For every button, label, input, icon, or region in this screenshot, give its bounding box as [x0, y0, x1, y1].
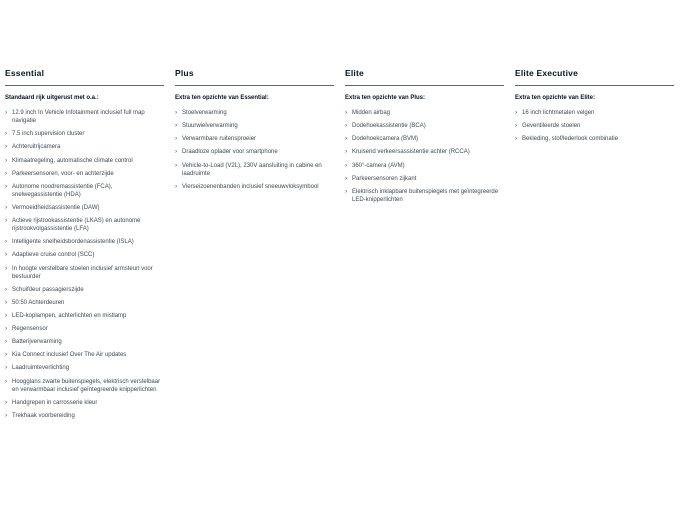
- feature-item: [345, 122, 504, 130]
- feature-item-label: Autonome noodremassistentie (FCA), snelwegassistentie (HDA): [12, 183, 113, 198]
- feature-item-label: 50:50 Achterdeuren: [12, 299, 65, 306]
- feature-item-label: 16 inch lichtmetalen velgen: [522, 110, 595, 117]
- chevron-right-icon: ›: [345, 135, 348, 143]
- feature-item-label: Adaptieve cruise control (SCC): [12, 252, 95, 259]
- feature-list: [345, 109, 504, 204]
- feature-item: [5, 351, 164, 359]
- feature-item-label: Elektrisch inklapbare buitenspiegels met geïntegreerde LED-knipperlichten: [352, 188, 499, 203]
- feature-item-label: Achteruitrijcamera: [12, 144, 61, 151]
- feature-item-label: Kia Connect inclusief Over The Air updates: [12, 352, 127, 359]
- feature-item-label: Trekhaak voorbereiding: [12, 412, 75, 419]
- chevron-right-icon: ›: [175, 122, 178, 130]
- chevron-right-icon: ›: [5, 169, 8, 177]
- feature-item: [5, 170, 164, 178]
- feature-list: [5, 109, 164, 420]
- chevron-right-icon: ›: [5, 251, 8, 259]
- feature-item-label: Batterijverwarming: [12, 339, 62, 346]
- feature-item: [5, 299, 164, 307]
- feature-item-label: Vehicle-to-Load (V2L), 230V aansluiting in cabine en laadruimte: [182, 162, 322, 177]
- feature-item: [515, 109, 674, 117]
- feature-item: [515, 122, 674, 130]
- chevron-right-icon: ›: [5, 264, 8, 272]
- chevron-right-icon: ›: [175, 148, 178, 156]
- trim-subtitle: Extra ten opzichte van Essential:: [175, 95, 269, 101]
- chevron-right-icon: ›: [5, 364, 8, 372]
- chevron-right-icon: ›: [5, 182, 8, 190]
- trim-title: Elite Executive: [515, 68, 674, 86]
- chevron-right-icon: ›: [345, 148, 348, 156]
- feature-item: [5, 338, 164, 346]
- feature-item-label: Vierseizoenenbanden inclusief sneeuwvloksymbool: [182, 183, 319, 190]
- feature-item: [5, 286, 164, 294]
- feature-item: [5, 412, 164, 420]
- feature-item: [5, 130, 164, 138]
- feature-item: [5, 238, 164, 246]
- feature-item-label: Dodehoekassistentie (BCA): [352, 123, 426, 130]
- trim-subtitle: Extra ten opzichte van Plus:: [345, 95, 426, 101]
- chevron-right-icon: ›: [175, 161, 178, 169]
- feature-item-label: Draadloze oplader voor smartphone: [182, 149, 278, 156]
- chevron-right-icon: ›: [5, 411, 8, 419]
- feature-item: [5, 143, 164, 151]
- chevron-right-icon: ›: [345, 174, 348, 182]
- feature-item-label: In hoogte verstelbare stoelen inclusief armsteun voor bestuurder: [12, 265, 153, 280]
- feature-item: [5, 378, 164, 394]
- chevron-right-icon: ›: [5, 143, 8, 151]
- feature-item: [5, 204, 164, 212]
- feature-item: [345, 109, 504, 117]
- chevron-right-icon: ›: [5, 156, 8, 164]
- chevron-right-icon: ›: [5, 338, 8, 346]
- chevron-right-icon: ›: [175, 182, 178, 190]
- chevron-right-icon: ›: [5, 398, 8, 406]
- feature-item: [175, 122, 334, 130]
- feature-item-label: Parkeersensoren, voor- en achterzijde: [12, 170, 114, 177]
- trim-column-essential: [5, 68, 164, 425]
- chevron-right-icon: ›: [345, 161, 348, 169]
- trim-column-elite: [345, 68, 504, 425]
- feature-item-label: 12.9 inch In Vehicle Infotainment inclusief full map navigatie: [12, 110, 145, 125]
- feature-item: [5, 325, 164, 333]
- feature-item-label: Parkeersensoren zijkant: [352, 175, 417, 182]
- trim-subtitle: Extra ten opzichte van Elite:: [515, 95, 596, 101]
- chevron-right-icon: ›: [5, 351, 8, 359]
- chevron-right-icon: ›: [5, 285, 8, 293]
- feature-item-label: Stoelverwarming: [182, 110, 227, 117]
- chevron-right-icon: ›: [5, 130, 8, 138]
- feature-item-label: Schuifdeur passagierszijde: [12, 286, 84, 293]
- feature-item-label: Klimaatregeling, automatische climate control: [12, 157, 133, 164]
- trim-subtitle: Standaard rijk uitgerust met o.a.:: [5, 95, 99, 101]
- chevron-right-icon: ›: [5, 298, 8, 306]
- chevron-right-icon: ›: [515, 122, 518, 130]
- feature-item-label: Hoogglans zwarte buitenspiegels, elektrisch verstelbaar en verwarmbaar inclusief geïntegreerde knipperlichten: [12, 378, 161, 393]
- chevron-right-icon: ›: [5, 109, 8, 117]
- feature-item: [175, 162, 334, 178]
- chevron-right-icon: ›: [345, 187, 348, 195]
- feature-item: [5, 109, 164, 125]
- feature-item-label: Vermoeidheidsassistentie (DAW): [12, 204, 100, 211]
- feature-item-label: 7.5 inch supervision cluster: [12, 131, 85, 138]
- trim-title: Plus: [175, 68, 334, 86]
- chevron-right-icon: ›: [345, 122, 348, 130]
- feature-item-label: Verwarmbare ruitensproeier: [182, 136, 257, 143]
- feature-item: [345, 188, 504, 204]
- feature-item-label: Actieve rijstrookassistentie (LKAS) en autonome rijstrookvolgassistentie (LFA): [12, 218, 141, 233]
- feature-item: [175, 148, 334, 156]
- feature-item: [515, 135, 674, 143]
- feature-item: [345, 162, 504, 170]
- feature-item-label: Geventileerde stoelen: [522, 123, 581, 130]
- trim-title: Essential: [5, 68, 164, 86]
- trim-column-plus: [175, 68, 334, 425]
- feature-item-label: Handgrepen in carrosserie kleur: [12, 399, 98, 406]
- feature-item-label: 360°-camera (AVM): [352, 162, 405, 169]
- feature-item: [175, 183, 334, 191]
- feature-item: [5, 183, 164, 199]
- feature-item-label: Midden airbag: [352, 110, 391, 117]
- chevron-right-icon: ›: [175, 135, 178, 143]
- chevron-right-icon: ›: [345, 109, 348, 117]
- feature-item-label: LED-koplampen, achterlichten en mistlamp: [12, 312, 127, 319]
- feature-item-label: Bekleding, stof/lederlook combinatie: [522, 136, 619, 143]
- feature-item: [5, 217, 164, 233]
- feature-list: [515, 109, 674, 143]
- chevron-right-icon: ›: [5, 377, 8, 385]
- feature-item: [5, 312, 164, 320]
- trim-column-elite-executive: [515, 68, 674, 425]
- feature-item: [345, 135, 504, 143]
- feature-item-label: Laadruimteverlichting: [12, 365, 70, 372]
- feature-item: [345, 148, 504, 156]
- feature-item: [5, 251, 164, 259]
- feature-item-label: Stuurwielverwarming: [182, 123, 238, 130]
- feature-item: [5, 364, 164, 372]
- chevron-right-icon: ›: [515, 109, 518, 117]
- feature-item-label: Intelligente snelheidsbordenassistentie (ISLA): [12, 239, 134, 246]
- feature-item-label: Kruisend verkeersassistentie achter (RCCA): [352, 149, 470, 156]
- feature-item-label: Regensensor: [12, 326, 48, 333]
- feature-item-label: Dodehoekcamera (BVM): [352, 136, 419, 143]
- trim-title: Elite: [345, 68, 504, 86]
- feature-item: [175, 135, 334, 143]
- feature-item: [5, 157, 164, 165]
- chevron-right-icon: ›: [5, 203, 8, 211]
- feature-item: [345, 175, 504, 183]
- chevron-right-icon: ›: [175, 109, 178, 117]
- chevron-right-icon: ›: [5, 217, 8, 225]
- chevron-right-icon: ›: [5, 238, 8, 246]
- chevron-right-icon: ›: [515, 135, 518, 143]
- feature-item: [5, 265, 164, 281]
- feature-item: [175, 109, 334, 117]
- chevron-right-icon: ›: [5, 325, 8, 333]
- feature-list: [175, 109, 334, 191]
- chevron-right-icon: ›: [5, 311, 8, 319]
- feature-item: [5, 399, 164, 407]
